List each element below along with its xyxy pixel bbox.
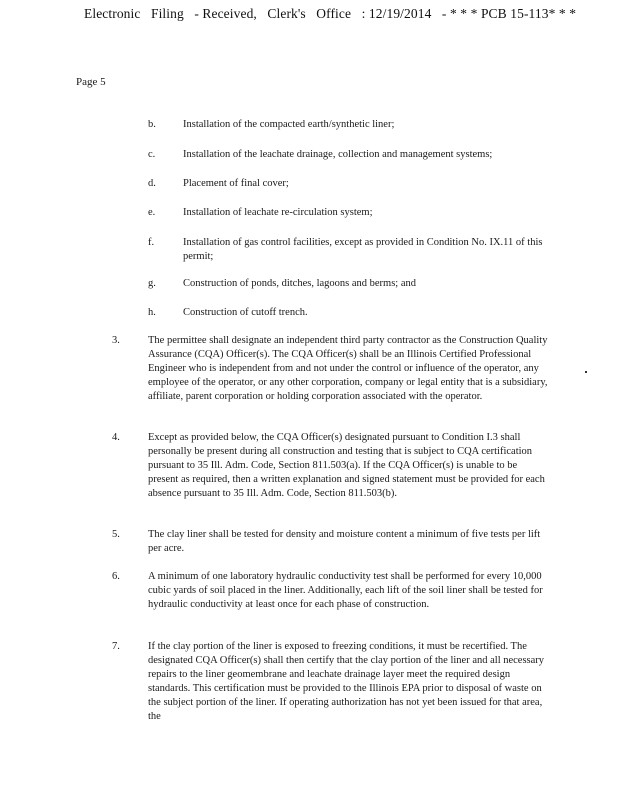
list-item-text: Installation of the compacted earth/synthetic liner; (183, 119, 395, 130)
condition-number: 3. (112, 335, 120, 346)
list-item-text: Installation of gas control facilities, except as provided in Condition No. IX.11 of this permit; (183, 237, 543, 262)
condition-text: If the clay portion of the liner is exposed to freezing conditions, it must be recertified. The designated CQA Officer(s) shall then certify that the clay portion of the liner and all necessary repairs to the liner geomembrane and leachate drainage layer meet the required design standards. This certification must be provided to the Illinois EPA prior to disposal of waste on the subject portion of the liner. If operating authorization has not yet been issued for that area, the (148, 641, 545, 722)
list-item-letter: d. (148, 178, 156, 189)
condition-number: 6. (112, 571, 120, 582)
condition-text: The permittee shall designate an independent third party contractor as the Construction Quality Assurance (CQA) Officer(s). The CQA Officer(s) shall be an Illinois Certified Professional Engineer who is independent from and not under the control or influence of the operator, any employee of the operator, or any other corporation, company or legal entity that is a subsidiary, affiliate, parent corporation or holding corporation associated with the operator. (148, 335, 548, 402)
list-item-text: Installation of the leachate drainage, collection and management systems; (183, 149, 493, 160)
header-part-7: - * * * PCB 15-113* * * (441, 6, 577, 21)
list-item-letter: f. (148, 237, 155, 248)
condition-text: Except as provided below, the CQA Officer(s) designated pursuant to Condition I.3 shall personally be present during all construction and testing that is subject to CQA certification pursuant to 35 Ill. Adm. Code, Section 811.503(a). If the CQA Officer(s) is unable to be present as required, then a written explanation and signed statement must be provided for each absence pursuant to 35 Ill. Adm. Code, Section 811.503(b). (148, 432, 545, 499)
list-item-letter: h. (148, 307, 156, 318)
header-part-3: - Received, (194, 6, 257, 21)
filing-header (84, 6, 583, 22)
header-part-2: Filing (150, 6, 184, 21)
header-part-6: : 12/19/2014 (361, 6, 432, 21)
condition-number: 4. (112, 432, 120, 443)
list-item-text: Installation of leachate re-circulation system; (183, 207, 373, 218)
header-part-5: Office (316, 6, 352, 21)
header-part-1: Electronic (84, 6, 141, 21)
condition-text: The clay liner shall be tested for density and moisture content a minimum of five tests per lift per acre. (148, 529, 541, 554)
list-item-letter: c. (148, 149, 156, 160)
condition-number: 5. (112, 529, 120, 540)
condition-number: 7. (112, 641, 120, 652)
condition-text: A minimum of one laboratory hydraulic conductivity test shall be performed for every 10,000 cubic yards of soil placed in the liner. Additionally, each lift of the soil liner shall be tested for hydraulic conductivity at least once for each phase of construction. (148, 571, 543, 610)
page-number: Page 5 (76, 76, 106, 88)
header-part-4: Clerk's (267, 6, 306, 21)
list-item-text: Construction of cutoff trench. (183, 307, 308, 318)
list-item-text: Construction of ponds, ditches, lagoons and berms; and (183, 278, 417, 289)
scan-speck (585, 371, 587, 373)
list-item-letter: b. (148, 119, 156, 130)
list-item-letter: e. (148, 207, 156, 218)
list-item-text: Placement of final cover; (183, 178, 289, 189)
list-item-letter: g. (148, 278, 156, 289)
